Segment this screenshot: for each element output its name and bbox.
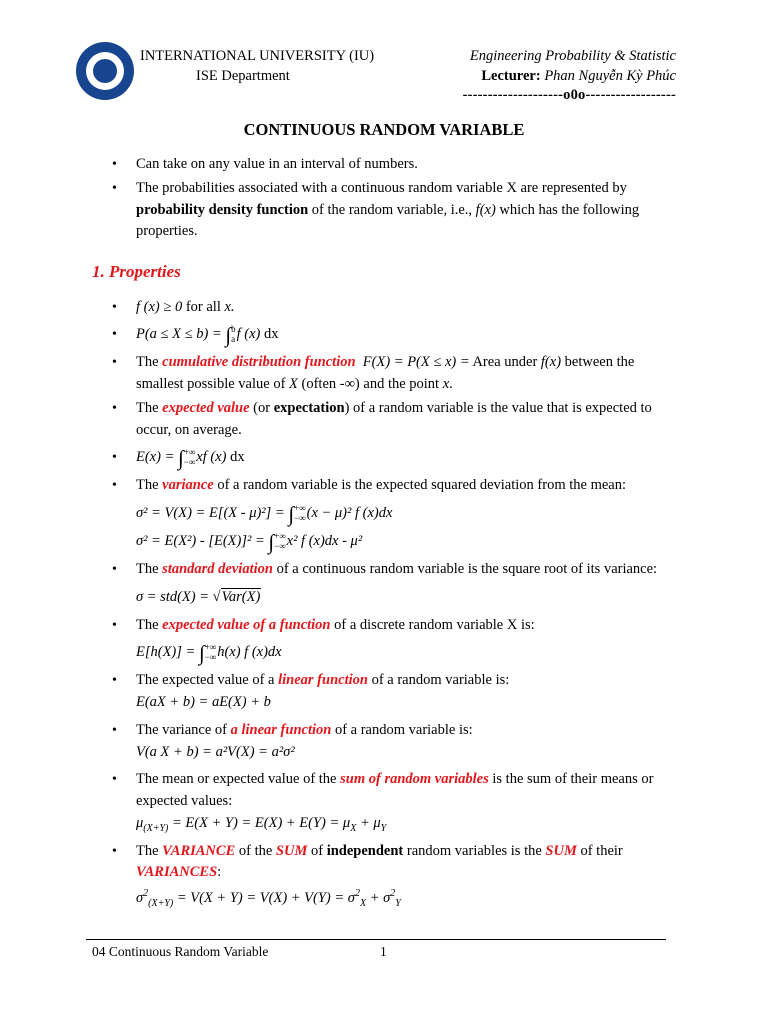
lecturer-label: Lecturer: (481, 68, 541, 84)
text: The (136, 616, 163, 633)
formula-plus: + μ (356, 814, 381, 831)
text: of their (576, 842, 623, 859)
list-item (92, 670, 680, 714)
properties-list-2 (92, 559, 680, 581)
formula-std-dev (92, 587, 680, 609)
properties-list-4 (92, 670, 680, 910)
logo-ring (86, 52, 124, 90)
text: of a random variable is the expected squared deviation from the mean: (213, 477, 627, 494)
highlight-term: standard deviation (162, 561, 273, 577)
list-item (92, 324, 680, 346)
formula-rhs: h(x) f (x)dx (217, 644, 282, 661)
formula-linear-mean: E(aX + b) = aE(X) + b (136, 694, 271, 710)
formula-rest: = V(X + Y) = V(X) + V(Y) = σ (173, 890, 355, 906)
formula-rhs: f (x) (236, 326, 261, 343)
list-item (92, 447, 680, 469)
intro-item-text: Can take on any value in an interval of numbers. (136, 156, 418, 172)
intro-text: The probabilities associated with a continuous random variable X are represented by (136, 179, 627, 196)
text: of a discrete random variable X is: (330, 616, 535, 633)
formula-rhs: (x − μ)² f (x)dx (306, 505, 393, 521)
formula-sum-mean (136, 813, 680, 835)
highlight-term: SUM (275, 842, 308, 859)
highlight-term: VARIANCES (136, 864, 218, 881)
pdf-term: probability density function (136, 201, 309, 218)
lower-limit: a (231, 333, 236, 344)
lower-limit: −∞ (183, 456, 196, 467)
lower-limit: −∞ (274, 540, 286, 551)
formula-lhs: P(a ≤ X ≤ b) = (136, 326, 226, 343)
fx-term: f(x) (540, 354, 562, 371)
page-title: CONTINUOUS RANDOM VARIABLE (243, 120, 525, 139)
university-logo (76, 42, 134, 100)
bold-term: independent (326, 842, 404, 859)
integral-sign: ∫ (178, 446, 184, 471)
list-item (92, 398, 680, 442)
highlight-term: SUM (545, 842, 577, 859)
section-heading-properties: 1. Properties (92, 262, 181, 281)
integral-limits (231, 325, 236, 344)
document-body (92, 154, 680, 912)
formula (136, 323, 279, 348)
formula-lhs: E[h(X)] = (136, 644, 199, 661)
var-x: x (442, 376, 450, 392)
list-item (92, 720, 680, 764)
upper-limit: +∞ (204, 642, 217, 653)
list-item (92, 154, 680, 176)
formula-lhs: σ = std(X) = √ (136, 588, 221, 605)
properties-list (92, 297, 680, 498)
formula-rhs: xf (x) (196, 449, 227, 466)
list-item (92, 769, 680, 834)
text: of (307, 842, 327, 859)
lower-limit: −∞ (294, 512, 306, 523)
text: of a random variable is: (367, 672, 510, 689)
sub: (X+Y) (148, 897, 174, 909)
text: The (136, 399, 163, 416)
sub: X (359, 897, 367, 909)
highlight-term: expected value of a function (162, 616, 331, 633)
formula-plus: + σ (366, 890, 391, 906)
text: of the (235, 842, 276, 859)
integral-sign: ∫ (225, 323, 232, 348)
text: ) of a random variable is the value that is expected to occur, on average. (136, 399, 652, 438)
header-divider: --------------------o0o------------------ (462, 87, 676, 103)
text: The variance of (136, 721, 231, 738)
sub: X (350, 822, 357, 834)
highlight-term: linear function (278, 672, 368, 689)
fx-term: f(x) (475, 201, 496, 218)
text: for all (182, 298, 225, 315)
sup: 2 (390, 888, 396, 900)
formula-variance-alt (92, 531, 680, 553)
university-name: INTERNATIONAL UNIVERSITY (IU) (140, 48, 375, 64)
footer-label: 04 Continuous Random Variable (92, 944, 269, 959)
lecturer-line (481, 66, 676, 87)
formula-linear-variance: V(a X + b) = a²V(X) = a²σ² (136, 743, 295, 760)
lecturer-name: Phan Nguyễn Kỳ Phúc (544, 68, 676, 84)
integral-sign: ∫ (198, 641, 205, 666)
highlight-term: cumulative distribution function (162, 354, 356, 371)
formula-sum-variance (136, 888, 680, 910)
text: The (136, 842, 163, 859)
list-item (92, 297, 680, 319)
formula-lhs: σ² = V(X) = E[(X - μ)²] = (136, 505, 289, 521)
var-x: x. (224, 298, 235, 315)
text: (often -∞) and the point (297, 376, 443, 392)
footer-rule (86, 939, 666, 940)
text: . (449, 376, 453, 392)
highlight-term: a linear function (230, 721, 332, 738)
mu: μ (136, 814, 144, 831)
highlight-term: expected value (162, 399, 250, 416)
formula-rest: = E(X + Y) = E(X) + E(Y) = μ (168, 814, 351, 831)
highlight-term: variance (162, 477, 214, 494)
text: Area under (469, 354, 541, 371)
course-name: Engineering Probability & Statistic (469, 48, 676, 64)
formula-dx: dx (260, 326, 279, 343)
text: The (136, 561, 163, 577)
text: The (136, 354, 163, 371)
integral-sign: ∫ (288, 502, 295, 526)
lower-limit: −∞ (204, 651, 217, 662)
logo-emblem (93, 59, 117, 83)
sup: 2 (354, 888, 360, 900)
list-item (92, 559, 680, 581)
formula-variance-def (92, 503, 680, 525)
list-item (92, 615, 680, 637)
integral-limits (294, 504, 306, 523)
properties-list-3 (92, 615, 680, 637)
upper-limit: +∞ (274, 531, 286, 542)
upper-limit: +∞ (294, 503, 306, 514)
highlight-term: VARIANCE (162, 842, 236, 859)
radicand: Var(X) (221, 588, 261, 605)
list-item (92, 352, 680, 396)
formula-dx: dx (226, 449, 245, 466)
formula-expected-function (92, 642, 680, 664)
sub: Y (395, 897, 401, 909)
list-item (92, 475, 680, 497)
text: of a continuous random variable is the square root of its variance: (272, 561, 658, 577)
text: The mean or expected value of the (136, 771, 341, 788)
department-name: ISE Department (196, 68, 290, 84)
text: The (136, 477, 163, 494)
text: is the sum of their means or expected values: (136, 771, 654, 809)
sup: 2 (143, 888, 149, 900)
text: of a random variable is: (331, 721, 473, 738)
integral-limits (184, 448, 196, 467)
integral-limits (205, 643, 217, 662)
text: (or (249, 399, 274, 416)
formula-lhs: E(x) = (136, 449, 178, 466)
page-number: 1 (380, 944, 387, 959)
formula: F(X) = P(X ≤ x) = (362, 354, 470, 371)
integral-sign: ∫ (268, 530, 275, 554)
formula-rhs: x² f (x)dx - μ² (286, 533, 363, 549)
formula: f (x) ≥ 0 (136, 298, 183, 315)
intro-text: which has the following properties. (136, 201, 640, 240)
intro-text: of the random variable, i.e., (308, 201, 476, 218)
bold-term: expectation (273, 399, 345, 416)
sigma: σ (136, 890, 144, 906)
text: The expected value of a (136, 672, 279, 689)
integral-limits (274, 532, 286, 551)
list-item (92, 841, 680, 910)
text: : (217, 864, 222, 881)
formula (136, 446, 245, 471)
formula-lhs: σ² = E(X²) - [E(X)]² = (136, 533, 269, 549)
upper-limit: b (231, 324, 236, 335)
list-item (92, 178, 680, 243)
sub: Y (380, 822, 387, 834)
sub: (X+Y) (143, 822, 169, 834)
text: random variables is the (403, 842, 546, 859)
highlight-term: sum of random variables (340, 771, 489, 788)
upper-limit: +∞ (183, 447, 196, 458)
var-X: X (289, 376, 298, 392)
intro-list (92, 154, 680, 243)
text: between the smallest possible value of (136, 354, 635, 392)
